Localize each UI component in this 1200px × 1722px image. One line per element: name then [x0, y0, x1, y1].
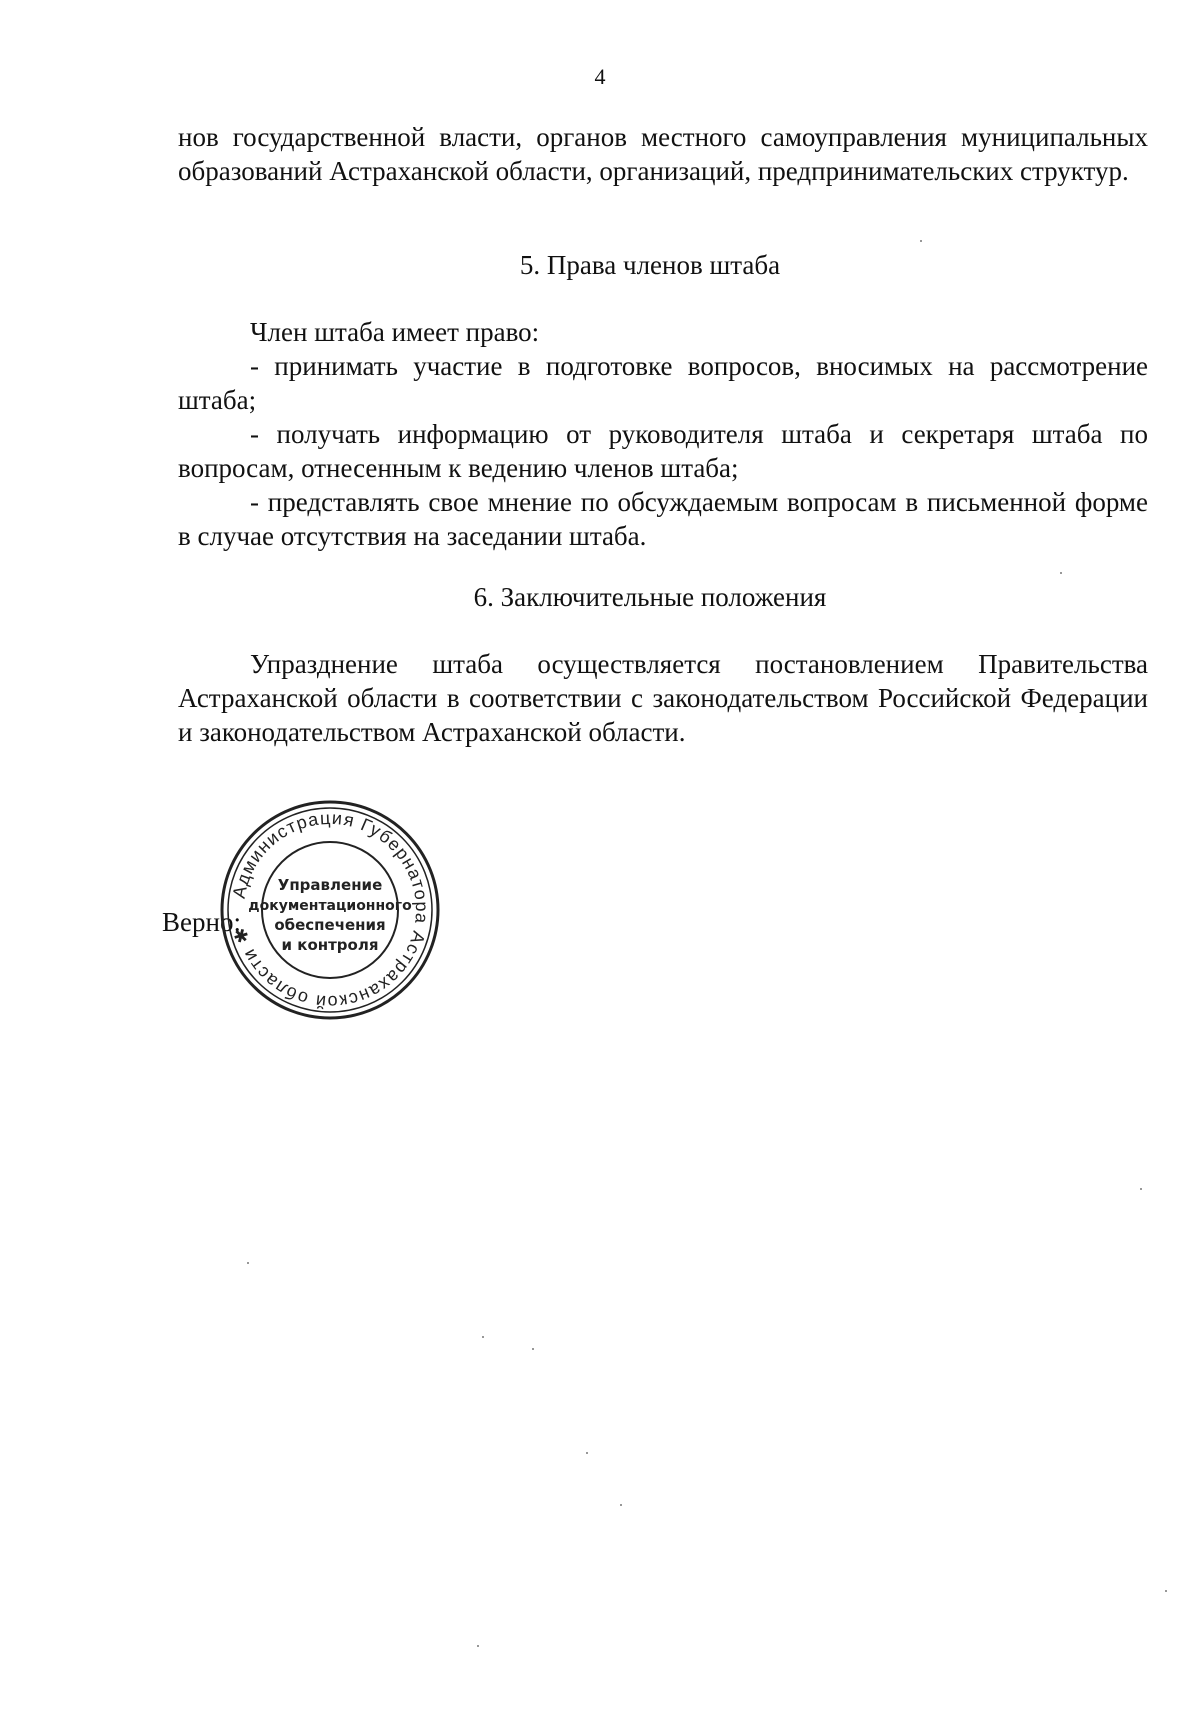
- scan-speck: [477, 1645, 479, 1647]
- stamp-line-3: обеспечения: [274, 916, 386, 934]
- scan-speck: [920, 240, 922, 242]
- stamp-line-4: и контроля: [281, 936, 379, 954]
- section-5-item-2: - получать информацию от руководителя штаба и секретаря штаба по вопросам, отнесенным к ведению членов штаба;: [178, 419, 1148, 483]
- scan-speck: [586, 1452, 588, 1454]
- section-5-item-3: - представлять свое мнение по обсуждаемым вопросам в письменной форме в случае отсутствия на заседании штаба.: [178, 487, 1148, 551]
- section-5-intro: Член штаба имеет право:: [250, 317, 540, 347]
- scan-speck: [620, 1504, 622, 1506]
- section-5-title: 5. Права членов штаба: [519, 250, 781, 280]
- section-6-title: 6. Заключительные положения: [473, 582, 827, 612]
- scan-speck: [1165, 1590, 1167, 1592]
- official-seal: [218, 798, 442, 1022]
- svg-text:Администрация Губернатора Астр: Администрация Губернатора Астраханской области ✱: [228, 807, 433, 1013]
- stamp-line-2: документационного: [248, 898, 412, 914]
- scan-speck: [532, 1348, 534, 1350]
- section-6-text: Упразднение штаба осуществляется постановлением Правительства Астраханской области в соответствии с законодательством Российской Федерации и законодательством Астраханской области.: [178, 649, 1148, 747]
- scan-speck: [247, 1262, 249, 1264]
- continuation-paragraph: нов государственной власти, органов местного самоуправления муниципальных образований Астраханской области, организаций, предпринимательских структур.: [178, 122, 1148, 186]
- scan-speck: [1060, 572, 1062, 574]
- stamp-line-1: Управление: [277, 876, 383, 894]
- section-5-item-1: - принимать участие в подготовке вопросов, вносимых на рассмотрение штаба;: [178, 351, 1148, 415]
- scan-speck: [1140, 1188, 1142, 1190]
- page-number: 4: [594, 64, 606, 89]
- scan-speck: [482, 1336, 484, 1338]
- certification-label: Верно:: [162, 907, 241, 937]
